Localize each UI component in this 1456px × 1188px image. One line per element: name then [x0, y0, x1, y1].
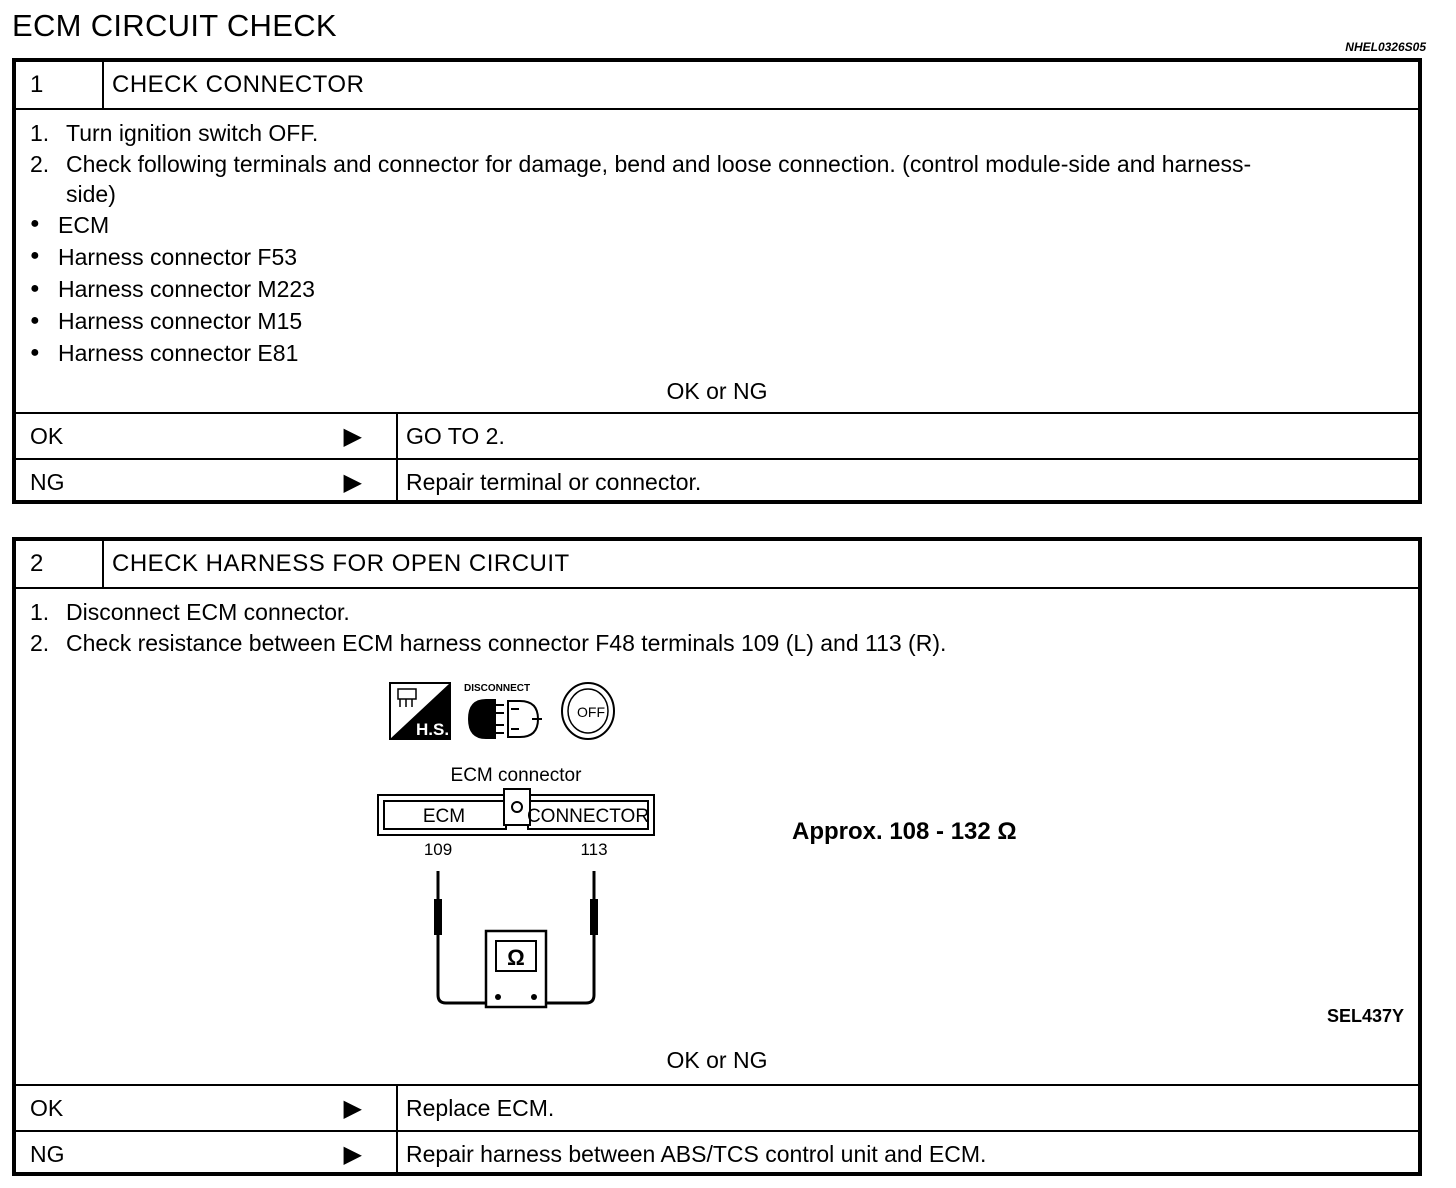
page-title: ECM CIRCUIT CHECK	[12, 8, 337, 43]
result-key: OK	[30, 1094, 64, 1121]
connector-caption: ECM connector	[450, 765, 582, 786]
arrow-right-icon: ▶	[343, 422, 362, 450]
step-number: 1	[16, 62, 104, 108]
result-action: Replace ECM.	[406, 1094, 555, 1121]
instruction: 1. Disconnect ECM connector.	[30, 599, 350, 625]
bullet-icon: ●	[30, 343, 40, 361]
result-action: GO TO 2.	[406, 422, 505, 449]
measurement-diagram	[356, 679, 676, 1039]
document-code: NHEL0326S05	[1345, 40, 1426, 54]
list-item: ● Harness connector E81	[16, 338, 1418, 370]
ecm-connector	[378, 789, 654, 835]
instruction-continuation: side)	[66, 181, 116, 207]
arrow-right-icon: ▶	[343, 1094, 362, 1122]
step-title: CHECK CONNECTOR	[112, 71, 365, 98]
ok-or-ng-label: OK or NG	[666, 378, 768, 404]
ohmmeter-icon	[486, 931, 546, 1007]
list-item: ● Harness connector F53	[16, 242, 1418, 274]
arrow-right-icon: ▶	[343, 468, 362, 496]
step-1-box	[12, 58, 1422, 504]
result-row-ng	[16, 458, 1418, 504]
harness-service-icon	[390, 683, 450, 739]
result-row-ng	[16, 1130, 1418, 1176]
svg-text:H.S.: H.S.	[416, 720, 450, 739]
instruction: 2. Check following terminals and connector for damage, bend and loose connection. (control module-side and harness-	[30, 150, 1252, 177]
bullet-icon: ●	[30, 311, 40, 329]
svg-text:ECM: ECM	[422, 806, 466, 827]
step-number: 2	[16, 541, 104, 587]
ignition-off-key-icon	[562, 683, 614, 739]
list-item: ● Harness connector M15	[16, 306, 1418, 338]
step-2-header	[16, 541, 1418, 589]
resistance-spec: Approx. 108 - 132 Ω	[792, 818, 1017, 845]
result-key: NG	[30, 1140, 65, 1167]
bullet-icon: ●	[30, 247, 40, 265]
figure-code: SEL437Y	[1326, 1006, 1404, 1026]
terminal-113-label: 113	[580, 840, 608, 859]
ok-or-ng-label: OK or NG	[666, 1047, 768, 1073]
bullet-icon: ●	[30, 279, 40, 297]
step-2-box	[12, 537, 1422, 1176]
result-key: NG	[30, 468, 65, 495]
svg-text:Ω: Ω	[507, 945, 525, 970]
step-title: CHECK HARNESS FOR OPEN CIRCUIT	[112, 550, 570, 577]
result-action: Repair harness between ABS/TCS control unit and ECM.	[406, 1140, 987, 1167]
arrow-right-icon: ▶	[343, 1140, 362, 1168]
list-item: ● ECM	[16, 210, 1418, 242]
result-row-ok	[16, 1086, 1418, 1130]
svg-text:DISCONNECT: DISCONNECT	[464, 683, 531, 694]
step-1-body	[16, 110, 1418, 414]
terminal-109-label: 109	[423, 840, 453, 859]
step-2-body	[16, 589, 1418, 1086]
result-action: Repair terminal or connector.	[406, 468, 702, 495]
svg-text:OFF: OFF	[577, 704, 605, 720]
instruction: 2. Check resistance between ECM harness connector F48 terminals 109 (L) and 113 (R).	[30, 629, 947, 656]
svg-text:CONNECTOR: CONNECTOR	[526, 806, 650, 827]
result-key: OK	[30, 422, 64, 449]
list-item: ● Harness connector M223	[16, 274, 1418, 306]
result-row-ok	[16, 414, 1418, 458]
instruction: 1. Turn ignition switch OFF.	[30, 120, 319, 146]
disconnect-connector-icon	[464, 683, 542, 739]
bullet-icon: ●	[30, 215, 40, 233]
step-1-header	[16, 62, 1418, 110]
